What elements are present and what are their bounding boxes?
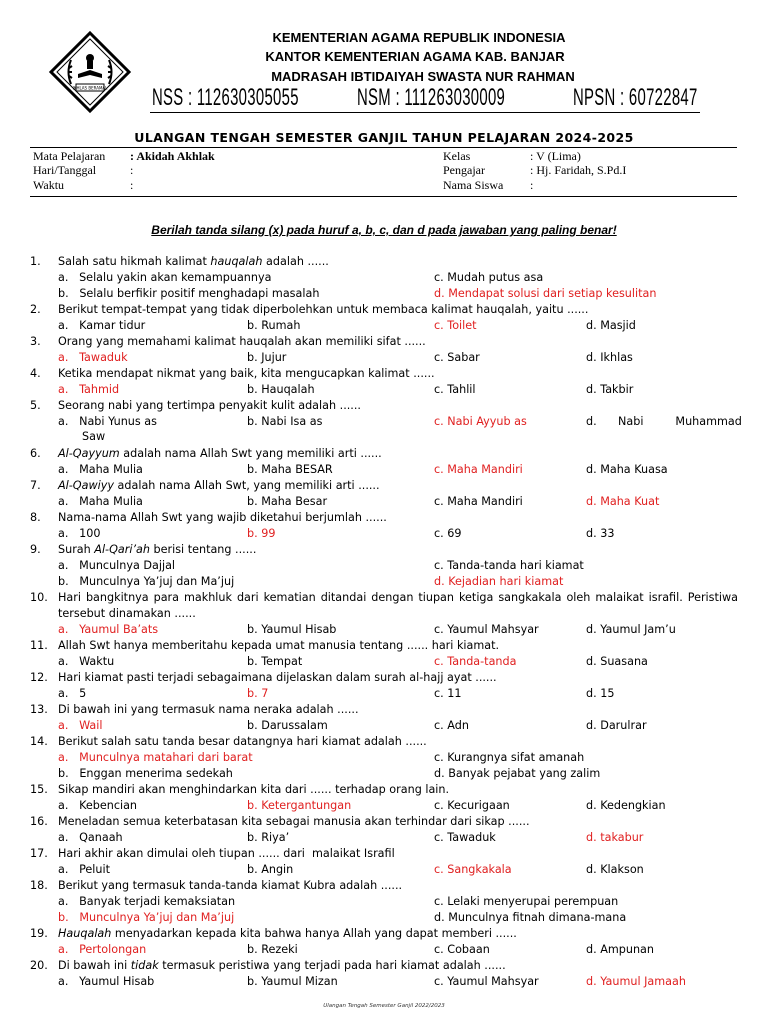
question-item: [0, 478, 768, 494]
answer-option: a. Kebencian: [58, 799, 138, 812]
question-item: [0, 590, 768, 620]
page-footer: Ulangan Tengah Semester Ganjil 2022/2023: [323, 1003, 445, 1009]
answer-option: a. Selalu yakin akan kemampuannya: [58, 271, 272, 284]
answer-option-marked: d. takabur: [586, 831, 644, 844]
answer-option-marked: a. Yaumul Ba’ats: [58, 623, 159, 636]
question-item: [0, 254, 768, 270]
npsn-number: NPSN : 60722847: [573, 84, 698, 111]
date-label: Hari/Tanggal: [33, 163, 97, 177]
question-item: [0, 958, 768, 974]
answer-option: d. Munculnya fitnah dimana-mana: [434, 911, 627, 924]
answer-option: a. Banyak terjadi kemaksiatan: [58, 895, 236, 908]
answer-option: b. Rezeki: [247, 943, 298, 956]
answer-option: c. 11: [434, 687, 462, 700]
answer-option: c. Tanda-tanda hari kiamat: [434, 559, 584, 572]
question-text: Berikut salah satu tanda besar datangnya hari kiamat adalah ......: [58, 735, 427, 748]
answer-option: b. Darussalam: [247, 719, 328, 732]
question-number: 9.: [30, 543, 41, 556]
nss-number: NSS : 112630305055: [152, 84, 299, 111]
teacher-value: : Hj. Faridah, S.Pd.I: [530, 163, 627, 177]
question-number: 18.: [30, 879, 48, 892]
question-text: Meneladan semua keterbatasan kita sebagai manusia akan terhindar dari sikap ......: [58, 815, 530, 828]
answer-option: c. Maha Mandiri: [434, 495, 523, 508]
question-item: [0, 782, 768, 798]
answer-option-marked: d. Mendapat solusi dari setiap kesulitan: [434, 287, 657, 300]
answer-option-marked: a. Pertolongan: [58, 943, 147, 956]
question-number: 5.: [30, 399, 41, 412]
answer-option: b. Maha Besar: [247, 495, 328, 508]
question-item: [0, 366, 768, 382]
answer-option-marked: a. Tahmid: [58, 383, 120, 396]
student-name-value: :: [530, 178, 534, 192]
question-text: Allah Swt hanya memberitahu kepada umat manusia tentang ...... hari kiamat.: [58, 639, 500, 652]
answer-option-marked: c. Tanda-tanda: [434, 655, 517, 668]
answer-option: a. Yaumul Hisab: [58, 975, 155, 988]
question-number: 20.: [30, 959, 48, 972]
answer-option: c. Sabar: [434, 351, 480, 364]
header-school: MADRASAH IBTIDAIYAH SWASTA NUR RAHMAN: [271, 69, 575, 84]
question-text: Nama-nama Allah Swt yang wajib diketahui berjumlah ......: [58, 511, 387, 524]
subject-value: : Akidah Akhlak: [130, 149, 215, 163]
date-value: :: [130, 163, 134, 177]
header-office: KANTOR KEMENTERIAN AGAMA KAB. BANJAR: [265, 49, 565, 64]
answer-option-marked: d. Yaumul Jamaah: [586, 975, 686, 988]
answer-option: d. Nabi Muhammad: [586, 415, 742, 428]
answer-option-marked: c. Maha Mandiri: [434, 463, 523, 476]
question-number: 11.: [30, 639, 48, 652]
time-label: Waktu: [33, 178, 65, 192]
answer-option: d. 33: [586, 527, 615, 540]
answer-option: b. Nabi Isa as: [247, 415, 323, 428]
answer-option: a. Nabi Yunus as: [58, 415, 157, 428]
question-item: [0, 670, 768, 686]
question-number: 19.: [30, 927, 48, 940]
question-item: [0, 878, 768, 894]
question-item: [0, 926, 768, 942]
answer-option: c. Kurangnya sifat amanah: [434, 751, 585, 764]
answer-option: b. Angin: [247, 863, 294, 876]
teacher-label: Pengajar: [443, 163, 485, 177]
answer-option: b. Hauqalah: [247, 383, 315, 396]
answer-option: b. Selalu berfikir positif menghadapi masalah: [58, 287, 320, 300]
question-item: [0, 334, 768, 350]
question-number: 8.: [30, 511, 41, 524]
answer-option: a. 5: [58, 687, 87, 700]
answer-option-marked: a. Wail: [58, 719, 103, 732]
answer-option-marked: b. Munculnya Ya’juj dan Ma’juj: [58, 911, 235, 924]
question-text: Di bawah ini yang termasuk nama neraka adalah ......: [58, 703, 359, 716]
question-number: 4.: [30, 367, 41, 380]
answer-option: c. Yaumul Mahsyar: [434, 623, 539, 636]
answer-option-marked: c. Sangkakala: [434, 863, 512, 876]
answer-option: b. Yaumul Hisab: [247, 623, 337, 636]
question-item: [0, 846, 768, 862]
answer-option-marked: b. 7: [247, 687, 269, 700]
answer-option: b. Rumah: [247, 319, 301, 332]
nsm-number: NSM : 111263030009: [357, 84, 506, 111]
answer-option: d. Klakson: [586, 863, 644, 876]
question-text: Hari akhir akan dimulai oleh tiupan ...... dari malaikat Israfil: [58, 847, 395, 860]
question-text: Seorang nabi yang tertimpa penyakit kulit adalah ......: [58, 399, 361, 412]
question-text: Salah satu hikmah kalimat hauqalah adalah ......: [58, 255, 329, 268]
question-number: 3.: [30, 335, 41, 348]
answer-option: b. Enggan menerima sedekah: [58, 767, 233, 780]
answer-option-marked: a. Munculnya matahari dari barat: [58, 751, 253, 764]
class-value: : V (Lima): [530, 149, 581, 163]
time-value: :: [130, 178, 134, 192]
answer-option: a. Maha Mulia: [58, 495, 143, 508]
answer-option-marked: b. 99: [247, 527, 276, 540]
answer-option: b. Riya’: [247, 831, 290, 844]
answer-option: c. Tahlil: [434, 383, 476, 396]
question-item: [0, 510, 768, 526]
answer-option: a. Peluit: [58, 863, 111, 876]
answer-option: a. Maha Mulia: [58, 463, 143, 476]
info-rule: [30, 196, 737, 197]
question-number: 15.: [30, 783, 48, 796]
answer-option: d. Takbir: [586, 383, 634, 396]
answer-option: c. 69: [434, 527, 462, 540]
question-number: 16.: [30, 815, 48, 828]
option-continuation: Saw: [82, 430, 106, 443]
answer-option: a. Munculnya Dajjal: [58, 559, 176, 572]
question-text: Hauqalah menyadarkan kepada kita bahwa hanya Allah yang dapat memberi ......: [58, 927, 517, 940]
answer-option: d. Ikhlas: [586, 351, 633, 364]
answer-option-marked: d. Kejadian hari kiamat: [434, 575, 564, 588]
answer-option: c. Tawaduk: [434, 831, 496, 844]
question-item: [0, 734, 768, 750]
logo-caption: IKHLAS BERAMAL: [72, 85, 108, 91]
question-item: [0, 638, 768, 654]
instruction-text: Berilah tanda silang (x) pada huruf a, b, c, dan d pada jawaban yang paling benar!: [151, 223, 617, 237]
question-text: Sikap mandiri akan menghindarkan kita dari ...... terhadap orang lain.: [58, 783, 450, 796]
question-number: 17.: [30, 847, 48, 860]
question-text: Al-Qayyum adalah nama Allah Swt yang memiliki arti ......: [58, 447, 382, 460]
question-number: 2.: [30, 303, 41, 316]
answer-option: b. Yaumul Mizan: [247, 975, 338, 988]
answer-option: d. Kedengkian: [586, 799, 666, 812]
answer-option: a. 100: [58, 527, 101, 540]
answer-option: d. Yaumul Jam’u: [586, 623, 676, 636]
question-number: 10.: [30, 591, 48, 604]
answer-option: b. Tempat: [247, 655, 303, 668]
question-text: Hari kiamat pasti terjadi sebagaimana dijelaskan dalam surah al-hajj ayat ......: [58, 671, 497, 684]
question-item: [0, 302, 768, 318]
answer-option: c. Kecurigaan: [434, 799, 510, 812]
question-item: [0, 814, 768, 830]
answer-option: c. Adn: [434, 719, 469, 732]
question-text: Berikut yang termasuk tanda-tanda kiamat Kubra adalah ......: [58, 879, 403, 892]
question-item: [0, 702, 768, 718]
answer-option: a. Qanaah: [58, 831, 123, 844]
title-rule: [30, 147, 737, 148]
question-text: Di bawah ini tidak termasuk peristiwa yang terjadi pada hari kiamat adalah ......: [58, 959, 506, 972]
question-item: [0, 446, 768, 462]
question-item: [0, 398, 768, 414]
question-text: Orang yang memahami kalimat hauqalah akan memiliki sifat ......: [58, 335, 426, 348]
answer-option: c. Yaumul Mahsyar: [434, 975, 539, 988]
answer-option: d. Banyak pejabat yang zalim: [434, 767, 601, 780]
answer-option: b. Maha BESAR: [247, 463, 333, 476]
question-number: 1.: [30, 255, 41, 268]
question-number: 12.: [30, 671, 48, 684]
answer-option-marked: a. Tawaduk: [58, 351, 128, 364]
question-text: Surah Al-Qari’ah berisi tentang ......: [58, 543, 257, 556]
answer-option: d. 15: [586, 687, 615, 700]
question-number: 14.: [30, 735, 48, 748]
question-text: Berikut tempat-tempat yang tidak diperbolehkan untuk membaca kalimat hauqalah, yaitu ......: [58, 303, 589, 316]
question-number: 6.: [30, 447, 41, 460]
exam-title: ULANGAN TENGAH SEMESTER GANJIL TAHUN PELAJARAN 2024-2025: [134, 130, 634, 145]
answer-option: b. Munculnya Ya’juj dan Ma’juj: [58, 575, 235, 588]
question-text: Hari bangkitnya para makhluk dari kematian ditandai dengan tiupan ketiga sangkakala oleh malaikat israfil. Peristiwa tersebut dinamakan ......: [58, 591, 738, 620]
student-name-label: Nama Siswa: [443, 178, 504, 192]
answer-option: d. Darulrar: [586, 719, 647, 732]
answer-option: c. Cobaan: [434, 943, 490, 956]
question-text: Ketika mendapat nikmat yang baik, kita mengucapkan kalimat ......: [58, 367, 435, 380]
answer-option-marked: d. Maha Kuat: [586, 495, 660, 508]
answer-option: d. Masjid: [586, 319, 636, 332]
answer-option: a. Waktu: [58, 655, 115, 668]
header-ministry: KEMENTERIAN AGAMA REPUBLIK INDONESIA: [272, 30, 566, 45]
answer-option: c. Lelaki menyerupai perempuan: [434, 895, 619, 908]
answer-option-marked: b. Ketergantungan: [247, 799, 352, 812]
class-label: Kelas: [443, 149, 471, 163]
question-number: 13.: [30, 703, 48, 716]
answer-option-marked: c. Toilet: [434, 319, 477, 332]
answer-option: a. Kamar tidur: [58, 319, 146, 332]
answer-option: b. Jujur: [247, 351, 287, 364]
answer-option: d. Suasana: [586, 655, 648, 668]
subject-label: Mata Pelajaran: [33, 149, 106, 163]
question-item: [0, 542, 768, 558]
header-divider: [150, 112, 700, 113]
answer-option: d. Ampunan: [586, 943, 654, 956]
answer-option-marked: c. Nabi Ayyub as: [434, 415, 527, 428]
question-number: 7.: [30, 479, 41, 492]
answer-option: d. Maha Kuasa: [586, 463, 668, 476]
question-text: Al-Qawiyy adalah nama Allah Swt, yang memiliki arti ......: [58, 479, 380, 492]
answer-option: c. Mudah putus asa: [434, 271, 544, 284]
